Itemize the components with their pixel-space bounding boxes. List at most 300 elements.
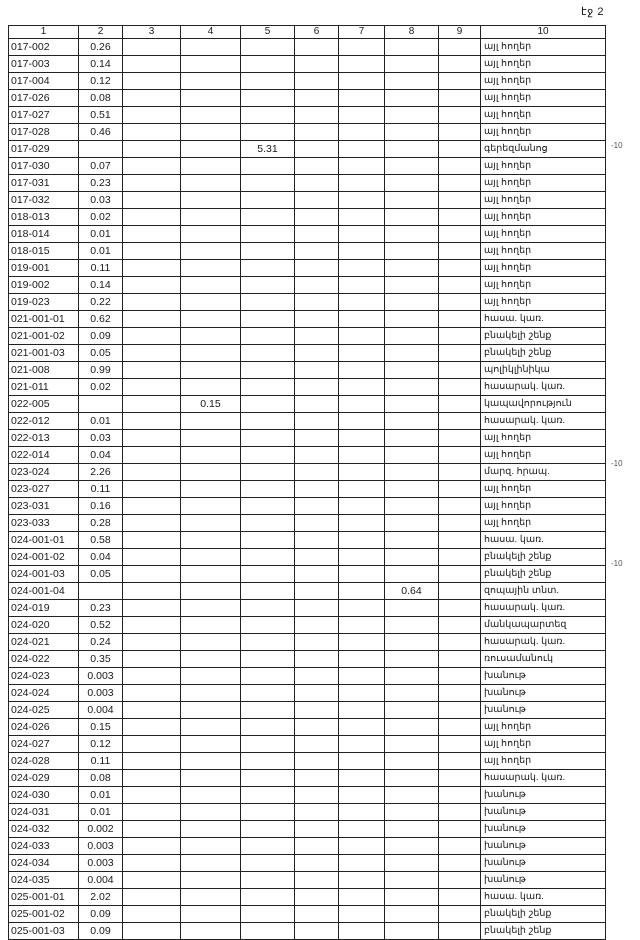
area-cell (295, 532, 339, 549)
area-cell (295, 583, 339, 600)
area-cell (181, 39, 241, 56)
area-cell (385, 447, 439, 464)
area-cell (339, 73, 385, 90)
area-cell: 0.11 (79, 753, 123, 770)
area-cell (241, 583, 295, 600)
area-cell (385, 56, 439, 73)
parcel-code-cell: 017-030 (9, 158, 79, 175)
area-cell (385, 804, 439, 821)
table-row (9, 294, 606, 311)
parcel-code-cell: 023-033 (9, 515, 79, 532)
area-cell (439, 719, 481, 736)
area-cell (123, 906, 181, 923)
table-row (9, 906, 606, 923)
area-cell (123, 141, 181, 158)
area-cell (295, 328, 339, 345)
parcel-code-cell: 024-028 (9, 753, 79, 770)
parcel-code-cell: 024-001-03 (9, 566, 79, 583)
area-cell (385, 634, 439, 651)
area-cell (123, 651, 181, 668)
land-use-cell: գերեզմանոց (481, 141, 606, 158)
table-row (9, 566, 606, 583)
table-row (9, 855, 606, 872)
area-cell: 0.11 (79, 260, 123, 277)
land-use-cell: զոպային տնտ. (481, 583, 606, 600)
area-cell (385, 702, 439, 719)
margin-note: -10 (611, 458, 623, 468)
table-row (9, 464, 606, 481)
area-cell (439, 872, 481, 889)
area-cell (385, 685, 439, 702)
area-cell: 0.35 (79, 651, 123, 668)
area-cell (295, 600, 339, 617)
area-cell (241, 821, 295, 838)
area-cell (241, 872, 295, 889)
land-use-cell: այլ հողեր (481, 277, 606, 294)
area-cell (123, 39, 181, 56)
area-cell (295, 294, 339, 311)
area-cell (295, 345, 339, 362)
area-cell (439, 192, 481, 209)
area-cell (241, 549, 295, 566)
area-cell (339, 821, 385, 838)
area-cell (181, 464, 241, 481)
area-cell (385, 175, 439, 192)
land-use-cell: հասա. կառ. (481, 889, 606, 906)
area-cell (181, 107, 241, 124)
area-cell (439, 124, 481, 141)
area-cell (123, 923, 181, 940)
parcel-code-cell: 024-031 (9, 804, 79, 821)
area-cell (241, 362, 295, 379)
area-cell (241, 226, 295, 243)
area-cell: 0.05 (79, 566, 123, 583)
area-cell (123, 396, 181, 413)
area-cell (181, 872, 241, 889)
area-cell (123, 107, 181, 124)
area-cell (295, 379, 339, 396)
parcel-code-cell: 017-029 (9, 141, 79, 158)
land-use-cell: բնակելի շենք (481, 328, 606, 345)
area-cell (439, 634, 481, 651)
land-use-cell: խանութ (481, 668, 606, 685)
area-cell (123, 90, 181, 107)
area-cell (241, 260, 295, 277)
table-row (9, 668, 606, 685)
area-cell (439, 617, 481, 634)
area-cell (339, 175, 385, 192)
parcel-code-cell: 022-014 (9, 447, 79, 464)
area-cell (295, 736, 339, 753)
area-cell (241, 719, 295, 736)
area-cell (439, 838, 481, 855)
area-cell: 0.52 (79, 617, 123, 634)
area-cell (339, 481, 385, 498)
area-cell (385, 923, 439, 940)
area-cell (241, 498, 295, 515)
area-cell (385, 719, 439, 736)
area-cell (439, 226, 481, 243)
land-use-cell: խանութ (481, 702, 606, 719)
area-cell (439, 906, 481, 923)
parcel-code-cell: 022-013 (9, 430, 79, 447)
table-row (9, 685, 606, 702)
land-use-cell: այլ հողեր (481, 226, 606, 243)
area-cell: 0.09 (79, 328, 123, 345)
area-cell (339, 549, 385, 566)
area-cell (339, 209, 385, 226)
area-cell (241, 430, 295, 447)
area-cell (241, 702, 295, 719)
area-cell (123, 192, 181, 209)
area-cell (339, 804, 385, 821)
area-cell (295, 872, 339, 889)
table-row (9, 736, 606, 753)
area-cell (181, 719, 241, 736)
parcel-code-cell: 024-033 (9, 838, 79, 855)
land-use-cell: խանութ (481, 787, 606, 804)
area-cell (295, 923, 339, 940)
parcel-code-cell: 019-002 (9, 277, 79, 294)
area-cell (123, 668, 181, 685)
area-cell (123, 311, 181, 328)
land-use-cell: այլ հողեր (481, 481, 606, 498)
area-cell (295, 889, 339, 906)
area-cell (181, 634, 241, 651)
area-cell (295, 515, 339, 532)
area-cell (241, 787, 295, 804)
area-cell (295, 668, 339, 685)
area-cell (439, 107, 481, 124)
area-cell (439, 447, 481, 464)
area-cell (385, 379, 439, 396)
area-cell (295, 498, 339, 515)
land-use-cell: ռուսամանուկ (481, 651, 606, 668)
area-cell (295, 651, 339, 668)
land-use-cell: բնակելի շենք (481, 906, 606, 923)
margin-note: -10 (611, 558, 623, 568)
area-cell (439, 804, 481, 821)
area-cell (339, 906, 385, 923)
area-cell (241, 413, 295, 430)
area-cell (123, 73, 181, 90)
area-cell (181, 804, 241, 821)
area-cell (241, 396, 295, 413)
table-row (9, 430, 606, 447)
area-cell (385, 498, 439, 515)
area-cell (241, 209, 295, 226)
parcel-code-cell: 022-012 (9, 413, 79, 430)
area-cell (181, 651, 241, 668)
area-cell (295, 260, 339, 277)
area-cell: 0.51 (79, 107, 123, 124)
parcel-code-cell: 021-008 (9, 362, 79, 379)
land-use-cell: այլ հողեր (481, 175, 606, 192)
area-cell (181, 685, 241, 702)
area-cell (181, 277, 241, 294)
area-cell (385, 838, 439, 855)
table-row (9, 770, 606, 787)
area-cell (123, 702, 181, 719)
area-cell (241, 668, 295, 685)
area-cell (181, 175, 241, 192)
land-use-cell: այլ հողեր (481, 719, 606, 736)
area-cell (295, 175, 339, 192)
area-cell (241, 889, 295, 906)
area-cell (181, 787, 241, 804)
area-cell (339, 192, 385, 209)
parcel-code-cell: 023-031 (9, 498, 79, 515)
parcel-code-cell: 024-001-01 (9, 532, 79, 549)
area-cell (241, 192, 295, 209)
area-cell (385, 549, 439, 566)
area-cell (439, 923, 481, 940)
area-cell: 0.01 (79, 243, 123, 260)
area-cell: 0.14 (79, 277, 123, 294)
area-cell (339, 668, 385, 685)
area-cell (339, 328, 385, 345)
area-cell (181, 345, 241, 362)
area-cell (439, 294, 481, 311)
area-cell (181, 362, 241, 379)
area-cell (295, 209, 339, 226)
table-row (9, 379, 606, 396)
area-cell (439, 277, 481, 294)
table-row (9, 634, 606, 651)
parcel-code-cell: 024-035 (9, 872, 79, 889)
area-cell (123, 804, 181, 821)
area-cell (339, 855, 385, 872)
land-use-cell: այլ հողեր (481, 209, 606, 226)
table-row (9, 447, 606, 464)
area-cell (295, 787, 339, 804)
area-cell (181, 481, 241, 498)
area-cell (295, 396, 339, 413)
area-cell (385, 668, 439, 685)
area-cell (241, 753, 295, 770)
area-cell (439, 73, 481, 90)
area-cell (339, 294, 385, 311)
area-cell (439, 651, 481, 668)
area-cell: 5.31 (241, 141, 295, 158)
area-cell (339, 583, 385, 600)
area-cell (123, 464, 181, 481)
area-cell (241, 158, 295, 175)
area-cell (339, 736, 385, 753)
area-cell (339, 634, 385, 651)
area-cell (181, 532, 241, 549)
area-cell: 0.12 (79, 73, 123, 90)
parcel-code-cell: 017-002 (9, 39, 79, 56)
area-cell (123, 481, 181, 498)
area-cell (241, 804, 295, 821)
header-row (9, 26, 606, 39)
land-use-cell: խանութ (481, 804, 606, 821)
area-cell (241, 566, 295, 583)
table-row (9, 719, 606, 736)
table-row (9, 498, 606, 515)
area-cell (181, 209, 241, 226)
land-use-cell: մանկապարտեզ (481, 617, 606, 634)
area-cell (123, 583, 181, 600)
area-cell (439, 362, 481, 379)
area-cell (339, 464, 385, 481)
table-row (9, 345, 606, 362)
table-row (9, 617, 606, 634)
area-cell (295, 226, 339, 243)
area-cell: 0.58 (79, 532, 123, 549)
area-cell (123, 889, 181, 906)
table-row (9, 396, 606, 413)
table-row (9, 549, 606, 566)
table-row (9, 889, 606, 906)
parcel-code-cell: 018-013 (9, 209, 79, 226)
area-cell: 0.09 (79, 923, 123, 940)
area-cell: 0.24 (79, 634, 123, 651)
area-cell (241, 56, 295, 73)
area-cell (439, 600, 481, 617)
area-cell (295, 770, 339, 787)
area-cell (439, 685, 481, 702)
area-cell (123, 413, 181, 430)
area-cell (295, 566, 339, 583)
area-cell (339, 498, 385, 515)
area-cell (241, 277, 295, 294)
parcel-code-cell: 024-001-04 (9, 583, 79, 600)
land-use-cell: այլ հողեր (481, 39, 606, 56)
area-cell (385, 209, 439, 226)
area-cell (123, 158, 181, 175)
table-body (9, 39, 606, 940)
parcel-code-cell: 024-025 (9, 702, 79, 719)
area-cell (181, 124, 241, 141)
area-cell (439, 753, 481, 770)
area-cell (439, 770, 481, 787)
parcel-code-cell: 019-023 (9, 294, 79, 311)
area-cell: 0.16 (79, 498, 123, 515)
area-cell (123, 770, 181, 787)
parcel-code-cell: 023-027 (9, 481, 79, 498)
table-row (9, 311, 606, 328)
area-cell (439, 498, 481, 515)
area-cell (295, 617, 339, 634)
area-cell (295, 90, 339, 107)
land-use-cell: խանութ (481, 685, 606, 702)
land-use-cell: այլ հողեր (481, 73, 606, 90)
area-cell (339, 158, 385, 175)
table-row (9, 872, 606, 889)
area-cell (241, 379, 295, 396)
area-cell (385, 192, 439, 209)
parcel-code-cell: 021-001-02 (9, 328, 79, 345)
area-cell (439, 430, 481, 447)
land-use-cell: բնակելի շենք (481, 549, 606, 566)
area-cell: 0.07 (79, 158, 123, 175)
table-row (9, 243, 606, 260)
area-cell (241, 175, 295, 192)
area-cell (123, 719, 181, 736)
area-cell: 0.15 (79, 719, 123, 736)
area-cell: 0.04 (79, 447, 123, 464)
area-cell (339, 872, 385, 889)
area-cell (295, 821, 339, 838)
area-cell (439, 702, 481, 719)
parcel-code-cell: 019-001 (9, 260, 79, 277)
area-cell (241, 447, 295, 464)
area-cell (439, 260, 481, 277)
parcel-code-cell: 017-032 (9, 192, 79, 209)
area-cell (385, 430, 439, 447)
area-cell (385, 328, 439, 345)
parcel-code-cell: 021-011 (9, 379, 79, 396)
area-cell (385, 753, 439, 770)
area-cell (339, 685, 385, 702)
area-cell (439, 90, 481, 107)
area-cell (181, 56, 241, 73)
area-cell (123, 634, 181, 651)
area-cell (385, 651, 439, 668)
column-header: 7 (339, 26, 385, 39)
area-cell (123, 736, 181, 753)
area-cell (385, 345, 439, 362)
table-row (9, 158, 606, 175)
land-use-cell: հասարակ. կառ. (481, 600, 606, 617)
parcel-code-cell: 024-024 (9, 685, 79, 702)
table-row (9, 328, 606, 345)
land-use-cell: այլ հողեր (481, 753, 606, 770)
area-cell (241, 464, 295, 481)
column-header: 9 (439, 26, 481, 39)
area-cell (241, 770, 295, 787)
area-cell (385, 396, 439, 413)
table-row (9, 362, 606, 379)
area-cell (385, 73, 439, 90)
parcel-code-cell: 018-014 (9, 226, 79, 243)
land-use-cell: բնակելի շենք (481, 566, 606, 583)
land-use-cell: այլ հողեր (481, 430, 606, 447)
area-cell (385, 413, 439, 430)
table-row (9, 39, 606, 56)
area-cell (385, 736, 439, 753)
land-use-cell: այլ հողեր (481, 447, 606, 464)
area-cell (439, 413, 481, 430)
land-use-cell: խանութ (481, 821, 606, 838)
area-cell: 0.23 (79, 175, 123, 192)
area-cell (181, 192, 241, 209)
parcel-code-cell: 024-023 (9, 668, 79, 685)
land-use-cell: բնակելի շենք (481, 923, 606, 940)
parcel-code-cell: 024-019 (9, 600, 79, 617)
area-cell (385, 481, 439, 498)
land-use-cell: խանութ (481, 872, 606, 889)
area-cell (295, 277, 339, 294)
parcel-code-cell: 024-021 (9, 634, 79, 651)
land-use-cell: այլ հողեր (481, 260, 606, 277)
area-cell (123, 447, 181, 464)
area-cell (181, 498, 241, 515)
land-ledger-table (8, 25, 606, 940)
area-cell (241, 923, 295, 940)
area-cell: 0.01 (79, 413, 123, 430)
parcel-code-cell: 025-001-01 (9, 889, 79, 906)
area-cell: 0.08 (79, 770, 123, 787)
area-cell: 0.03 (79, 192, 123, 209)
area-cell (241, 328, 295, 345)
parcel-code-cell: 017-026 (9, 90, 79, 107)
column-header: 8 (385, 26, 439, 39)
area-cell (439, 481, 481, 498)
area-cell (339, 600, 385, 617)
